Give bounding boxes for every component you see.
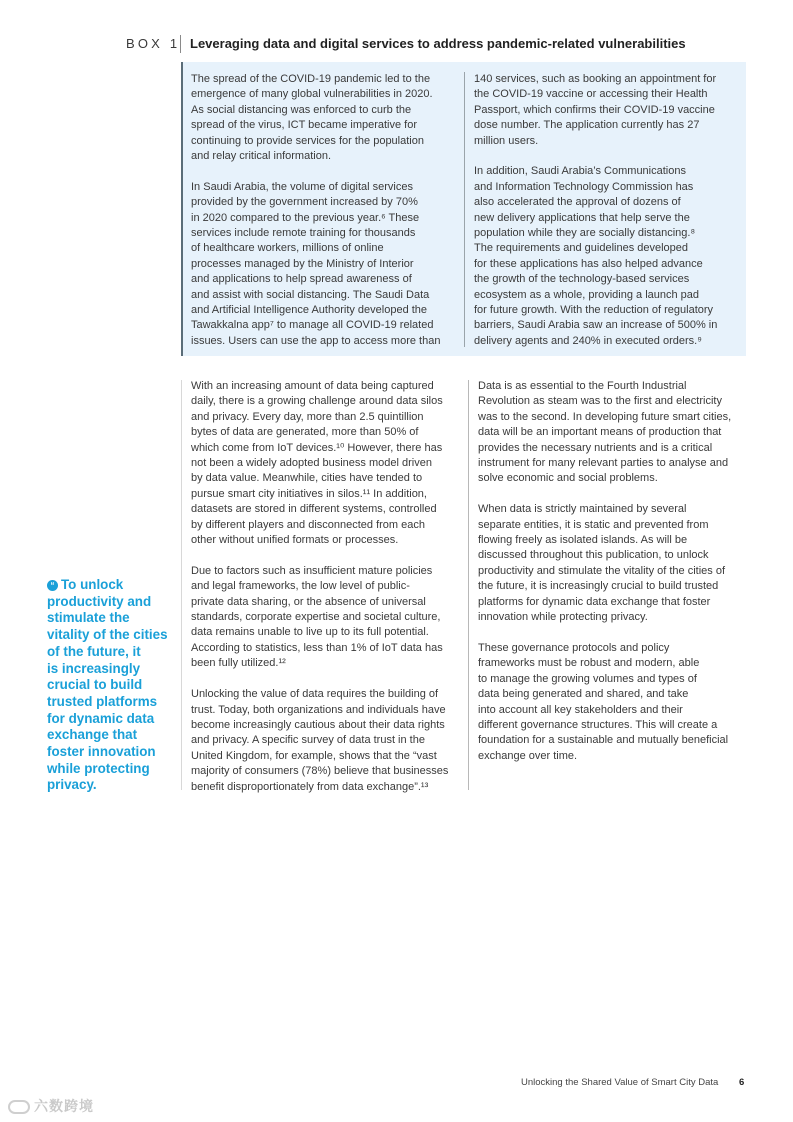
pull-quote-line: while protecting bbox=[47, 760, 150, 776]
text-line: and privacy. A specific survey of data trust in the bbox=[191, 734, 425, 747]
paragraph bbox=[191, 379, 459, 548]
text-line: barriers, Saudi Arabia saw an increase of 500% in bbox=[474, 319, 718, 332]
pull-quote-line: foster innovation bbox=[47, 744, 156, 760]
text-line: data remains unable to live up to its full potential. bbox=[191, 626, 429, 639]
footer-title: Unlocking the Shared Value of Smart City Data bbox=[521, 1077, 719, 1088]
pull-quote-line: vitality of the cities bbox=[47, 627, 168, 643]
text-line: majority of consumers (78%) believe that businesses bbox=[191, 765, 449, 778]
text-line: daily, there is a growing challenge around data silos bbox=[191, 395, 443, 408]
paragraph bbox=[191, 564, 459, 672]
text-line: and applications to help spread awareness of bbox=[191, 273, 412, 286]
pull-quote-line: To unlock bbox=[61, 577, 124, 592]
text-line: Data is as essential to the Fourth Industrial bbox=[478, 380, 687, 392]
box-title-separator bbox=[180, 35, 181, 53]
watermark-logo-icon bbox=[8, 1100, 30, 1114]
paragraph bbox=[478, 641, 746, 764]
paragraph bbox=[191, 72, 459, 164]
text-line: private data sharing, or the absence of universal bbox=[191, 595, 426, 608]
text-line: by different players and disconnected from each bbox=[191, 518, 425, 531]
text-line: Passport, which confirms their COVID-19 vaccine bbox=[474, 103, 715, 116]
watermark-text: 六数跨境 bbox=[34, 1098, 94, 1114]
pull-quote-line: exchange that bbox=[47, 727, 138, 743]
text-line: As social distancing was enforced to curb the bbox=[191, 103, 412, 116]
text-line: discussed throughout this publication, to unlock bbox=[478, 549, 709, 562]
text-line: When data is strictly maintained by several bbox=[478, 503, 687, 516]
text-line: Unlocking the value of data requires the building of bbox=[191, 688, 439, 701]
text-line: the future, it is increasingly crucial to build trusted bbox=[478, 580, 719, 593]
text-line: other without unified formats or processes. bbox=[191, 534, 399, 547]
box-left-column bbox=[191, 72, 459, 349]
text-line: With an increasing amount of data being captured bbox=[191, 380, 434, 392]
text-line: and Artificial Intelligence Authority developed the bbox=[191, 304, 428, 317]
paragraph bbox=[478, 502, 746, 625]
text-line: by data value. Meanwhile, cities have tended to bbox=[191, 472, 423, 485]
pull-quote-line: crucial to build bbox=[47, 677, 143, 693]
text-line: platforms for dynamic data exchange that foster bbox=[478, 595, 711, 608]
main-left-rule bbox=[181, 380, 182, 790]
text-line: innovation while protecting privacy. bbox=[478, 611, 648, 624]
pull-quote-line: stimulate the bbox=[47, 610, 130, 626]
pull-quote-line: productivity and bbox=[47, 593, 152, 609]
paragraph bbox=[478, 379, 746, 487]
text-line: benefit disproportionately from data exchange”.¹³ bbox=[191, 780, 429, 793]
text-line: delivery agents and 240% in executed orders.⁹ bbox=[474, 334, 702, 347]
text-line: the COVID-19 vaccine or accessing their Health bbox=[474, 88, 708, 101]
text-line: processes managed by the Ministry of Interior bbox=[191, 257, 414, 270]
pull-quote-line: of the future, it bbox=[47, 643, 141, 659]
pull-quote-line: for dynamic data bbox=[47, 710, 155, 726]
text-line: trust. Today, both organizations and individuals have bbox=[191, 703, 446, 716]
box-right-column bbox=[474, 72, 742, 349]
text-line: been fully utilized.¹² bbox=[191, 657, 286, 670]
text-line: for future growth. With the reduction of regulatory bbox=[474, 304, 714, 317]
text-line: also accelerated the approval of dozens of bbox=[474, 196, 681, 209]
box-label: BOX 1 bbox=[126, 36, 181, 51]
text-line: bytes of data are generated, more than 50% of bbox=[191, 426, 419, 439]
pull-quote-line: is increasingly bbox=[47, 660, 141, 676]
text-line: exchange over time. bbox=[478, 749, 578, 762]
text-line: and relay critical information. bbox=[191, 150, 332, 163]
text-line: standards, corporate expertise and societal culture, bbox=[191, 611, 441, 624]
text-line: frameworks must be robust and modern, able bbox=[478, 657, 700, 670]
paragraph bbox=[191, 180, 459, 349]
text-line: and assist with social distancing. The Saudi Data bbox=[191, 288, 430, 301]
text-line: million users. bbox=[474, 134, 539, 147]
box-column-divider bbox=[464, 72, 465, 347]
text-line: In addition, Saudi Arabia’s Communications bbox=[474, 165, 686, 178]
text-line: datasets are stored in different systems, controlled bbox=[191, 503, 437, 516]
text-line: and legal frameworks, the low level of public- bbox=[191, 580, 410, 593]
text-line: data will be an important means of production that bbox=[478, 426, 722, 439]
text-line: ecosystem as a whole, providing a launch pad bbox=[474, 288, 700, 301]
text-line: in 2020 compared to the previous year.⁶ These bbox=[191, 211, 420, 224]
text-line: flowing freely as isolated islands. As will be bbox=[478, 534, 688, 547]
text-line: solve economic and social problems. bbox=[478, 472, 658, 485]
paragraph bbox=[474, 72, 742, 149]
text-line: dose number. The application currently has 27 bbox=[474, 119, 700, 132]
text-line: for these applications has also helped advance bbox=[474, 257, 703, 270]
text-line: According to statistics, less than 1% of IoT data has bbox=[191, 641, 443, 654]
text-line: Revolution as steam was to the first and electricity bbox=[478, 395, 722, 408]
text-line: issues. Users can use the app to access more than bbox=[191, 334, 441, 347]
text-line: new delivery applications that help serve the bbox=[474, 211, 690, 224]
text-line: was to the second. In developing future smart cities, bbox=[478, 410, 732, 423]
text-line: emergence of many global vulnerabilities in 2020. bbox=[191, 88, 433, 101]
page-number: 6 bbox=[739, 1077, 745, 1088]
text-line: pursue smart city initiatives in silos.¹¹ In addition, bbox=[191, 487, 427, 500]
paragraph bbox=[191, 687, 459, 795]
text-line: productivity and stimulate the vitality of the cities of bbox=[478, 564, 726, 577]
text-line: data being generated and shared, and take bbox=[478, 688, 689, 701]
pull-quote bbox=[47, 577, 173, 794]
text-line: not been a widely adopted business model driven bbox=[191, 457, 432, 470]
text-line: provided by the government increased by 70% bbox=[191, 196, 418, 209]
text-line: which come from IoT devices.¹⁰ However, there has bbox=[191, 441, 443, 454]
text-line: instrument for many relevant parties to analyse and bbox=[478, 457, 729, 470]
text-line: of healthcare workers, millions of online bbox=[191, 242, 384, 255]
text-line: and privacy. Every day, more than 2.5 quintillion bbox=[191, 410, 424, 423]
text-line: the growth of the technology-based services bbox=[474, 273, 690, 286]
main-column-divider bbox=[468, 380, 469, 790]
watermark bbox=[8, 1096, 94, 1116]
text-line: continuing to provide services for the population bbox=[191, 134, 424, 147]
pull-quote-line: privacy. bbox=[47, 777, 97, 793]
text-line: In Saudi Arabia, the volume of digital services bbox=[191, 180, 413, 193]
box-accent-bar bbox=[181, 62, 183, 356]
text-line: The requirements and guidelines developed bbox=[474, 242, 689, 255]
text-line: and Information Technology Commission has bbox=[474, 180, 694, 193]
paragraph bbox=[474, 164, 742, 349]
pull-quote-first-line bbox=[47, 577, 173, 594]
text-line: spread of the virus, ICT became imperative for bbox=[191, 119, 418, 132]
text-line: Tawakkalna app⁷ to manage all COVID-19 related bbox=[191, 319, 434, 332]
text-line: 140 services, such as booking an appointment for bbox=[474, 73, 717, 85]
text-line: different governance structures. This will create a bbox=[478, 718, 718, 731]
text-line: Due to factors such as insufficient mature policies bbox=[191, 564, 433, 577]
text-line: separate entities, it is static and prevented from bbox=[478, 518, 709, 531]
main-left-column bbox=[191, 379, 459, 795]
text-line: to manage the growing volumes and types of bbox=[478, 672, 697, 685]
text-line: The spread of the COVID-19 pandemic led to the bbox=[191, 73, 431, 85]
text-line: foundation for a sustainable and mutually beneficial bbox=[478, 734, 729, 747]
text-line: provides the necessary nutrients and is a critical bbox=[478, 441, 713, 454]
text-line: services include remote training for thousands bbox=[191, 227, 416, 240]
text-line: United Kingdom, for example, shows that the “vast bbox=[191, 749, 437, 762]
main-right-column bbox=[478, 379, 746, 764]
text-line: into account all key stakeholders and their bbox=[478, 703, 683, 716]
text-line: These governance protocols and policy bbox=[478, 641, 670, 654]
pull-quote-line: trusted platforms bbox=[47, 693, 158, 709]
text-line: become increasingly cautious about their data rights bbox=[191, 718, 445, 731]
box-title: Leveraging data and digital services to address pandemic-related vulnerabilities bbox=[190, 36, 686, 51]
quote-icon: “ bbox=[47, 580, 58, 591]
text-line: population while they are socially distancing.⁸ bbox=[474, 227, 696, 240]
